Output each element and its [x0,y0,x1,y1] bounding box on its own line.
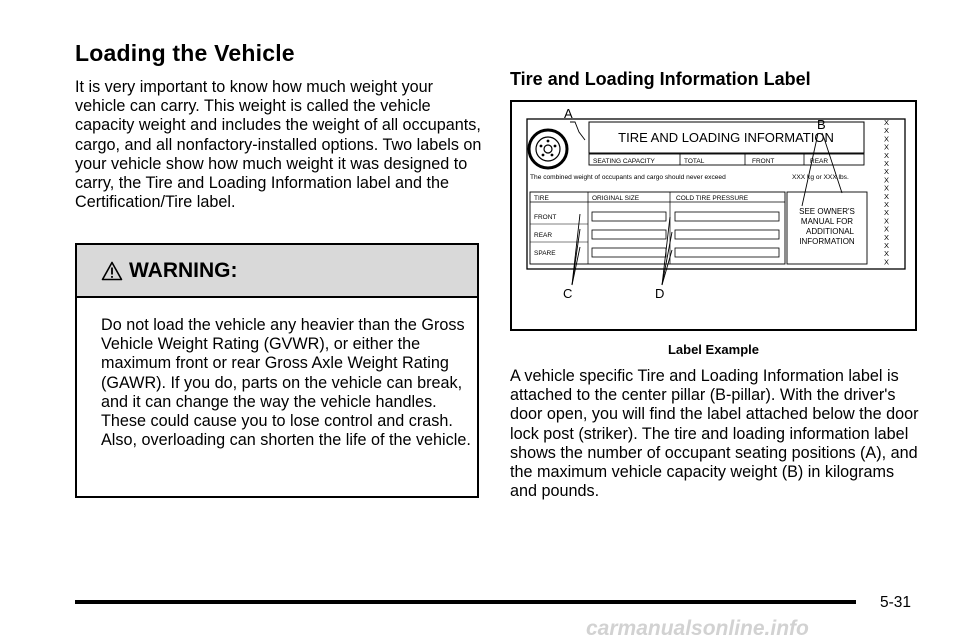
col-cold-tire-pressure: COLD TIRE PRESSURE [676,195,749,202]
x-mark: X [884,232,890,242]
callout-a: A [564,106,573,121]
x-mark: X [884,200,890,209]
x-mark: X [884,175,890,185]
row-spare: SPARE [534,250,556,257]
callout-b: B [817,117,826,132]
x-mark: X [884,183,890,193]
x-mark: X [884,126,890,136]
x-mark: X [884,142,890,152]
watermark: carmanualsonline.info [586,617,809,640]
col-tire: TIRE [534,195,549,202]
x-mark: X [884,224,890,234]
weight-value: XXX kg or XXX lbs. [792,174,849,181]
seating-rear-field: REAR [810,158,829,165]
intro-paragraph: It is very important to know how much weight your vehicle can carry. This weight is called the vehicle capacity weight and includes the weight of all occupants, cargo, and all nonfactory-installed options. Two labels on your vehicle show how much weight it was designed to carry, the Tire and Loading Information label and the Certification/Tire label. [75,78,482,212]
x-mark: X [884,249,890,259]
see-manual-line-1: SEE OWNER'S [799,207,855,216]
row-rear: REAR [534,232,553,239]
figure-caption: Label Example [667,342,760,357]
x-mark: X [884,241,890,250]
seating-total-field: TOTAL [684,158,705,165]
label-description-paragraph: A vehicle specific Tire and Loading Information label is attached to the center pillar (B-pillar). With the driver's door open, you will find the label attached below the door lock post (striker). The tire and loading information label shows the number of occupant seating positions (A), and the maximum vehicle capacity weight (B) in kilograms and pounds. [510,367,919,501]
row-front: FRONT [534,214,557,221]
combined-weight-text: The combined weight of occupants and cargo should never exceed [530,174,726,181]
section-heading: Loading the Vehicle [75,40,295,66]
warning-title: WARNING: [129,258,238,282]
subsection-heading: Tire and Loading Information Label [510,69,811,89]
label-figure [510,100,917,331]
x-mark: X [884,134,890,144]
x-mark: X [884,216,890,226]
label-title: TIRE AND LOADING INFORMATION [618,130,834,145]
warning-box [75,243,479,498]
x-mark: X [884,191,890,201]
x-mark: X [884,118,890,127]
x-mark: X [884,159,890,168]
see-manual-line-4: INFORMATION [799,237,855,246]
tire-label-diagram [512,102,915,329]
x-mark: X [884,167,890,177]
x-mark: X [884,257,890,267]
see-manual-line-3: ADDITIONAL [805,227,855,236]
warning-header [77,245,477,298]
seating-front-field: FRONT [752,158,775,165]
x-mark: X [884,150,890,160]
x-column [884,118,889,266]
warning-text: Do not load the vehicle any heavier than the Gross Vehicle Weight Rating (GVWR), or either the maximum front or rear Gross Axle Weight Rating (GAWR). If you do, parts on the vehicle can break, and it can change the way the vehicle handles. These could cause you to lose control and crash. Also, overloading can shorten the life of the vehicle. [101,316,471,450]
see-manual-line-2: MANUAL FOR [800,217,854,226]
x-mark: X [884,208,890,218]
callout-c: C [563,286,573,301]
seating-capacity-field: SEATING CAPACITY [593,158,655,165]
footer-rule [75,600,856,604]
page-number: 5-31 [880,594,912,611]
tire-icon [529,130,567,168]
callout-d: D [655,286,665,301]
col-original-size: ORIGINAL SIZE [592,195,640,202]
warning-triangle-icon [101,261,123,281]
